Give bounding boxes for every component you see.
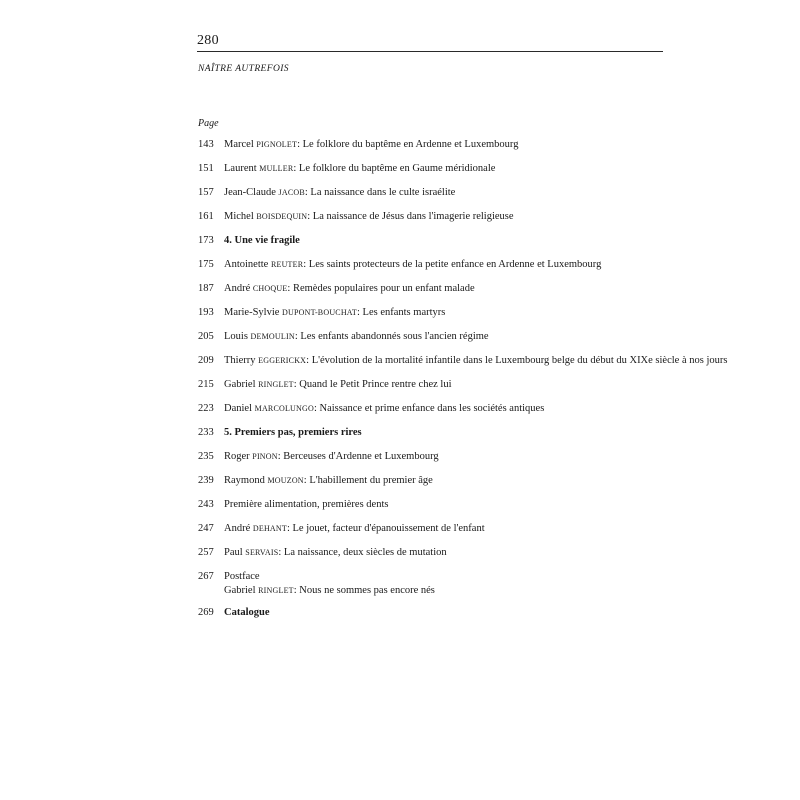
toc-page-number: 267 xyxy=(198,571,214,582)
toc-entry-text xyxy=(224,139,518,150)
entry-title: : Naissance et prime enfance dans les sociétés antiques xyxy=(313,403,545,414)
toc-page-number: 187 xyxy=(198,283,214,294)
toc-page-number: 233 xyxy=(198,427,214,438)
toc-page-number: 151 xyxy=(198,163,214,174)
toc-entry-text-line2 xyxy=(224,584,435,598)
entry-title: Postface xyxy=(224,571,260,582)
entry-title: : Le jouet, facteur d'épanouissement de l'enfant xyxy=(286,523,485,534)
author-first-name: Daniel xyxy=(224,403,255,414)
toc-entry-text xyxy=(224,355,727,366)
author-first-name: André xyxy=(224,523,253,534)
author-last-name: MARCOLUNGO xyxy=(254,404,314,413)
toc-entry-body xyxy=(224,162,495,176)
author-first-name: Louis xyxy=(224,331,251,342)
author-last-name: EGGERICKX xyxy=(258,356,307,365)
toc-entry-text xyxy=(224,211,514,222)
toc-page-number: 157 xyxy=(198,187,214,198)
toc-page-number: 193 xyxy=(198,307,214,318)
entry-title: : La naissance de Jésus dans l'imagerie religieuse xyxy=(307,211,514,222)
toc-entry-text xyxy=(224,163,495,174)
toc-entry-text xyxy=(224,307,445,318)
toc-page-number: 175 xyxy=(198,259,214,270)
toc-column-label: Page xyxy=(198,118,219,129)
entry-title: : Le folklore du baptême en Gaume méridionale xyxy=(293,163,496,174)
toc-entry-text xyxy=(224,547,447,558)
section-title: 5. Premiers pas, premiers rires xyxy=(224,427,362,438)
toc-entry-text xyxy=(224,523,485,534)
author-last-name: PIGNOLET xyxy=(256,140,298,149)
toc-entry-body xyxy=(224,258,601,272)
entry-title: : Les enfants martyrs xyxy=(357,307,446,318)
author-first-name: Marie-Sylvie xyxy=(224,307,283,318)
author-last-name: SERVAIS xyxy=(245,548,279,557)
author-last-name: BOISDEQUIN xyxy=(256,212,308,221)
author-first-name: Marcel xyxy=(224,139,257,150)
toc-entry-body xyxy=(224,306,445,320)
toc-entry-text xyxy=(224,259,601,270)
author-last-name: RINGLET xyxy=(258,380,294,389)
toc-entry-text xyxy=(224,475,433,486)
section-title: Catalogue xyxy=(224,607,270,618)
page-number: 280 xyxy=(197,33,219,48)
author-last-name: CHOQUE xyxy=(252,284,288,293)
entry-title: : Remèdes populaires pour un enfant malade xyxy=(287,283,475,294)
entry-title: : L'habillement du premier âge xyxy=(303,475,433,486)
toc-entry-body xyxy=(224,498,388,512)
author-last-name: DEHANT xyxy=(252,524,287,533)
toc-entry-body xyxy=(224,474,433,488)
author-first-name: Thierry xyxy=(224,355,259,366)
toc-entry-body xyxy=(224,450,439,464)
toc-page-number: 205 xyxy=(198,331,214,342)
toc-entry-body xyxy=(224,138,518,152)
toc-entry-text xyxy=(224,379,452,390)
author-first-name: Jean-Claude xyxy=(224,187,279,198)
toc-entry-body xyxy=(224,426,362,440)
author-first-name: Roger xyxy=(224,451,253,462)
entry-title: : Nous ne sommes pas encore nés xyxy=(293,585,435,596)
toc-entry-body xyxy=(224,570,435,598)
toc-entry-text xyxy=(224,331,489,342)
author-first-name: Paul xyxy=(224,547,246,558)
entry-title: Première alimentation, premières dents xyxy=(224,499,389,510)
entry-title: : La naissance dans le culte israélite xyxy=(304,187,456,198)
author-last-name: MOUZON xyxy=(267,476,304,485)
toc-entry-body xyxy=(224,210,514,224)
author-last-name: MULLER xyxy=(259,164,294,173)
entry-title: : Le folklore du baptême en Ardenne et Luxembourg xyxy=(297,139,519,150)
toc-entry-body xyxy=(224,282,475,296)
author-last-name: DUPONT-BOUCHAT xyxy=(282,308,357,317)
toc-page-number: 257 xyxy=(198,547,214,558)
running-title: NAÎTRE AUTREFOIS xyxy=(198,64,289,74)
author-last-name: PINON xyxy=(252,452,278,461)
toc-entry-body xyxy=(224,354,727,368)
author-first-name: Raymond xyxy=(224,475,268,486)
toc-page-number: 247 xyxy=(198,523,214,534)
toc-page-number: 161 xyxy=(198,211,214,222)
toc-entry-text xyxy=(224,283,475,294)
entry-title: : Les enfants abandonnés sous l'ancien régime xyxy=(294,331,489,342)
author-last-name: JACOB xyxy=(278,188,305,197)
toc-entry-body xyxy=(224,330,489,344)
toc-entry-body xyxy=(224,186,455,200)
toc-page-number: 269 xyxy=(198,607,214,618)
toc-entry-text xyxy=(224,187,455,198)
entry-title: : Berceuses d'Ardenne et Luxembourg xyxy=(277,451,439,462)
entry-title: : La naissance, deux siècles de mutation xyxy=(278,547,447,558)
entry-title: : L'évolution de la mortalité infantile dans le Luxembourg belge du début du XIXe siècle à nos jours xyxy=(306,355,728,366)
author-first-name: André xyxy=(224,283,253,294)
author-first-name: Gabriel xyxy=(224,585,259,596)
author-first-name: Michel xyxy=(224,211,257,222)
toc-page-number: 235 xyxy=(198,451,214,462)
author-last-name: RINGLET xyxy=(258,586,294,595)
toc-entry-body xyxy=(224,606,270,620)
toc-entry-body xyxy=(224,234,300,248)
entry-title: : Quand le Petit Prince rentre chez lui xyxy=(293,379,452,390)
toc-page-number: 223 xyxy=(198,403,214,414)
toc-entry-body xyxy=(224,522,485,536)
toc-entry-text xyxy=(224,451,439,462)
toc-entry-body xyxy=(224,378,452,392)
author-first-name: Gabriel xyxy=(224,379,259,390)
toc-page-number: 209 xyxy=(198,355,214,366)
toc-entry-body xyxy=(224,546,447,560)
section-title: 4. Une vie fragile xyxy=(224,235,300,246)
author-first-name: Laurent xyxy=(224,163,260,174)
toc-page-number: 143 xyxy=(198,139,214,150)
author-first-name: Antoinette xyxy=(224,259,271,270)
toc-page-number: 239 xyxy=(198,475,214,486)
toc-page-number: 215 xyxy=(198,379,214,390)
toc-page-number: 173 xyxy=(198,235,214,246)
entry-title: : Les saints protecteurs de la petite enfance en Ardenne et Luxembourg xyxy=(303,259,602,270)
toc-entry-text xyxy=(224,403,544,414)
author-last-name: REUTER xyxy=(270,260,304,269)
author-last-name: DEMOULIN xyxy=(250,332,295,341)
toc-entry-body xyxy=(224,402,544,416)
toc-page-number: 243 xyxy=(198,499,214,510)
